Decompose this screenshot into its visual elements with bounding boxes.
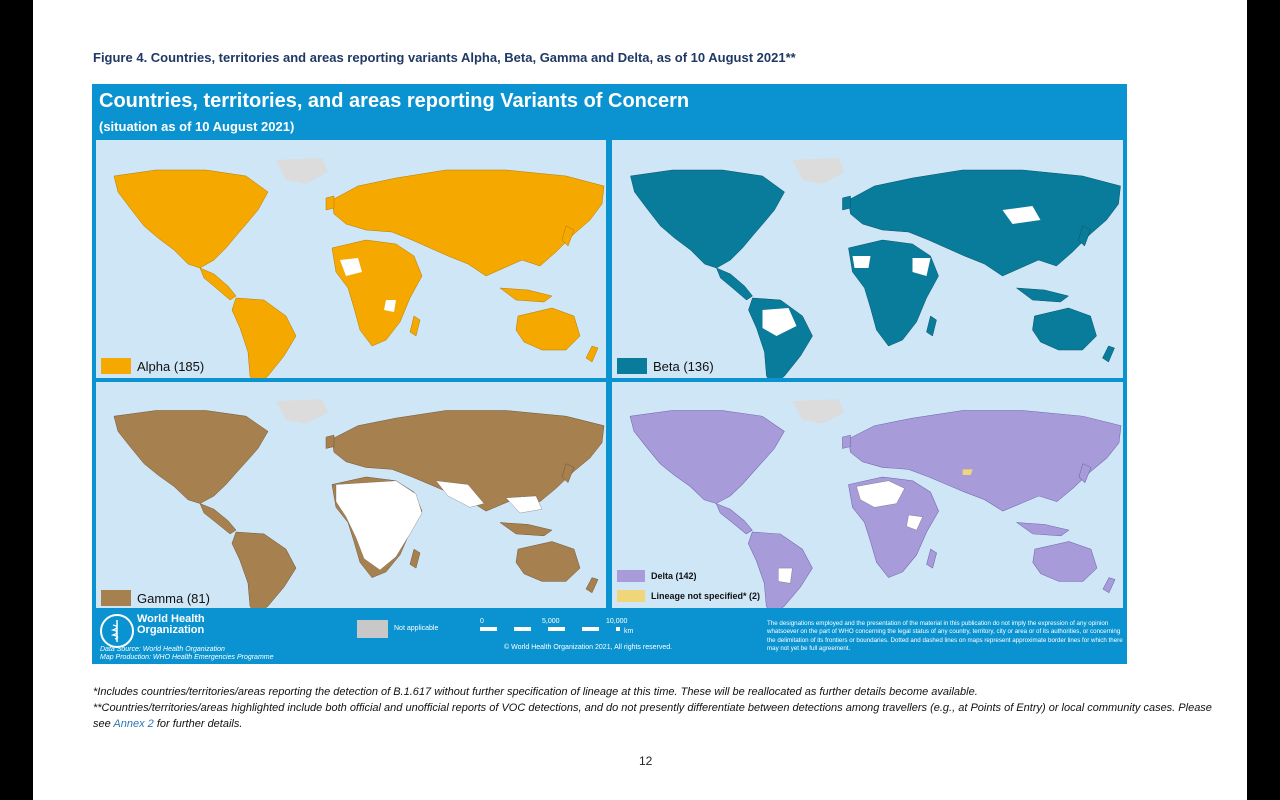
- lineage-legend-label: Lineage not specified* (2): [651, 591, 761, 601]
- delta-legend-label: Delta (142): [651, 571, 697, 581]
- map-credits: Data Source: World Health Organization Map Production: WHO Health Emergencies Programme: [100, 646, 274, 661]
- alpha-map-panel: [96, 140, 606, 378]
- alpha-legend-label: Alpha (185): [137, 358, 205, 374]
- note-voc-reports: **Countries/territories/areas highlighted include both official and unofficial reports of VOC detections, and do not presently differentiate between detections among travellers (e.g., at Points of Entry) or local community cases. Please see Annex 2 for further details.: [93, 702, 1212, 730]
- map-footer: [92, 610, 1127, 664]
- alpha-legend: [101, 358, 204, 374]
- beta-map-panel: [612, 140, 1123, 378]
- gamma-world-map: [96, 382, 606, 608]
- gamma-legend: [101, 590, 210, 606]
- not-applicable-swatch: [357, 620, 388, 638]
- alpha-world-map: [96, 140, 606, 378]
- gamma-legend-label: Gamma (81): [137, 590, 210, 606]
- page-number: 12: [639, 754, 653, 768]
- delta-legend: [617, 570, 697, 582]
- copyright-notice: © World Health Organization 2021, All rights reserved.: [504, 644, 673, 651]
- map-title: Countries, territories, and areas reporting Variants of Concern: [99, 90, 690, 112]
- delta-legend-swatch: [617, 570, 645, 582]
- note-lineage: *Includes countries/territories/areas reporting the detection of B.1.617 without further specification of lineage at this time. These will be reallocated as further details become available.: [93, 686, 978, 698]
- not-applicable-label: Not applicable: [394, 625, 439, 632]
- delta-map-panel: [612, 382, 1123, 608]
- map-subtitle: (situation as of 10 August 2021): [99, 119, 295, 134]
- gamma-map-panel: [96, 382, 606, 608]
- lineage-legend: [617, 590, 760, 602]
- beta-legend: [617, 358, 714, 374]
- figure-caption: Figure 4. Countries, territories and areas reporting variants Alpha, Beta, Gamma and Delta, as of 10 August 2021**: [93, 50, 796, 65]
- alpha-legend-swatch: [101, 358, 131, 374]
- beta-legend-swatch: [617, 358, 647, 374]
- voc-map-figure: [92, 84, 1127, 664]
- who-org-name: World Health Organization: [137, 613, 205, 636]
- who-emblem-icon: [100, 614, 134, 648]
- annex-2-link[interactable]: Annex 2: [113, 718, 154, 730]
- lineage-legend-swatch: [617, 590, 645, 602]
- figure-notes: [93, 684, 1223, 732]
- gamma-legend-swatch: [101, 590, 131, 606]
- map-disclaimer: The designations employed and the presentation of the material in this publication do not imply the expression of any opinion whatsoever on the part of WHO concerning the legal status of any country, territory, city or area or of its authorities, or concerning the delimitation of its frontiers or boundaries. Dotted and dashed lines on maps represent approximate border lines for which there may not yet be full agreement.: [767, 620, 1123, 652]
- beta-world-map: [612, 140, 1123, 378]
- scale-bar: 0 5,000 10,000 km: [480, 618, 634, 635]
- beta-legend-label: Beta (136): [653, 358, 714, 374]
- document-page: [33, 0, 1247, 800]
